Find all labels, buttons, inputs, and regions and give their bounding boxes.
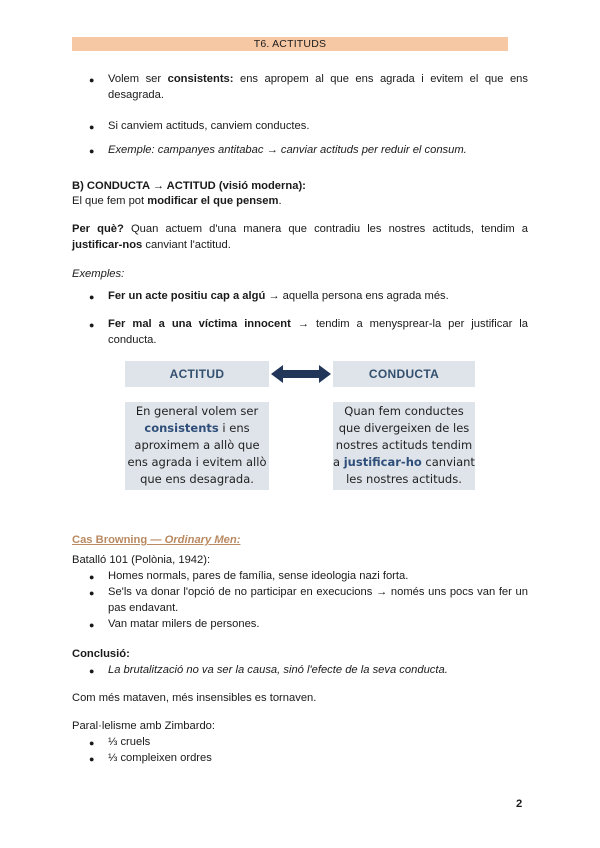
conducta-description: Quan fem conductes que divergeixen de les nostres actituds tendim a justificar-ho canviant les nostres actituds. bbox=[333, 402, 475, 490]
bullet-dot: ● bbox=[89, 666, 95, 676]
examples-label: Exemples: bbox=[72, 268, 125, 280]
battalion-line: Batalló 101 (Polònia, 1942): bbox=[72, 554, 211, 566]
list-item: ⅓ compleixen ordres bbox=[108, 752, 212, 764]
bullet-dot: ● bbox=[89, 738, 95, 748]
bullet-dot: ● bbox=[89, 620, 95, 630]
conducta-box-title: CONDUCTA bbox=[333, 361, 475, 387]
list-item: ⅓ cruels bbox=[108, 736, 151, 748]
list-item: Se'ls va donar l'opció de no participar en execucions → només uns pocs van fer un pas endavant. bbox=[108, 586, 528, 614]
bullet-dot: ● bbox=[89, 588, 95, 598]
bullet-dot: ● bbox=[89, 292, 95, 302]
bullet-dot: ● bbox=[89, 146, 95, 156]
section-b-line: El que fem pot modificar el que pensem. bbox=[72, 195, 282, 207]
section-b-heading: B) CONDUCTA → ACTITUD (visió moderna): bbox=[72, 180, 306, 192]
double-arrow-icon bbox=[271, 364, 331, 384]
bullet-dot: ● bbox=[89, 572, 95, 582]
list-item: Fer un acte positiu cap a algú → aquella persona ens agrada més. bbox=[108, 290, 449, 302]
list-item: La brutalització no va ser la causa, sinó l'efecte de la seva conducta. bbox=[108, 664, 448, 676]
bullet-dot: ● bbox=[89, 754, 95, 764]
list-item: Si canviem actituds, canviem conductes. bbox=[108, 120, 310, 132]
why-paragraph: Per què? Quan actuem d'una manera que contradiu les nostres actituds, tendim a justificar-nos canviant l'actitud. bbox=[72, 223, 529, 251]
list-item: Volem ser consistents: ens apropem al que ens agrada i evitem el que ens desagrada. bbox=[108, 73, 528, 101]
header-title: T6. ACTITUDS bbox=[253, 38, 327, 50]
list-item: Homes normals, pares de família, sense ideologia nazi forta. bbox=[108, 570, 409, 582]
bullet-dot: ● bbox=[89, 320, 95, 330]
actitud-description: En general volem ser consistents i ens aproximem a allò que ens agrada i evitem allò que ens desagrada. bbox=[125, 402, 269, 490]
header-title-bar bbox=[72, 37, 508, 51]
bullet-dot: ● bbox=[89, 122, 95, 132]
list-item: Exemple: campanyes antitabac → canviar actituds per reduir el consum. bbox=[108, 144, 467, 156]
actitud-box-title: ACTITUD bbox=[125, 361, 269, 387]
conclusion-label: Conclusió: bbox=[72, 648, 130, 660]
summary-line: Com més mataven, més insensibles es tornaven. bbox=[72, 692, 317, 704]
bullet-dot: ● bbox=[89, 75, 95, 85]
parallel-line: Paral·lelisme amb Zimbardo: bbox=[72, 720, 215, 732]
browning-heading: Cas Browning — Ordinary Men: bbox=[72, 534, 241, 546]
list-item: Fer mal a una víctima innocent → tendim a menysprear-la per justificar la conducta. bbox=[108, 318, 528, 346]
page-number: 2 bbox=[516, 798, 523, 810]
list-item: Van matar milers de persones. bbox=[108, 618, 260, 630]
